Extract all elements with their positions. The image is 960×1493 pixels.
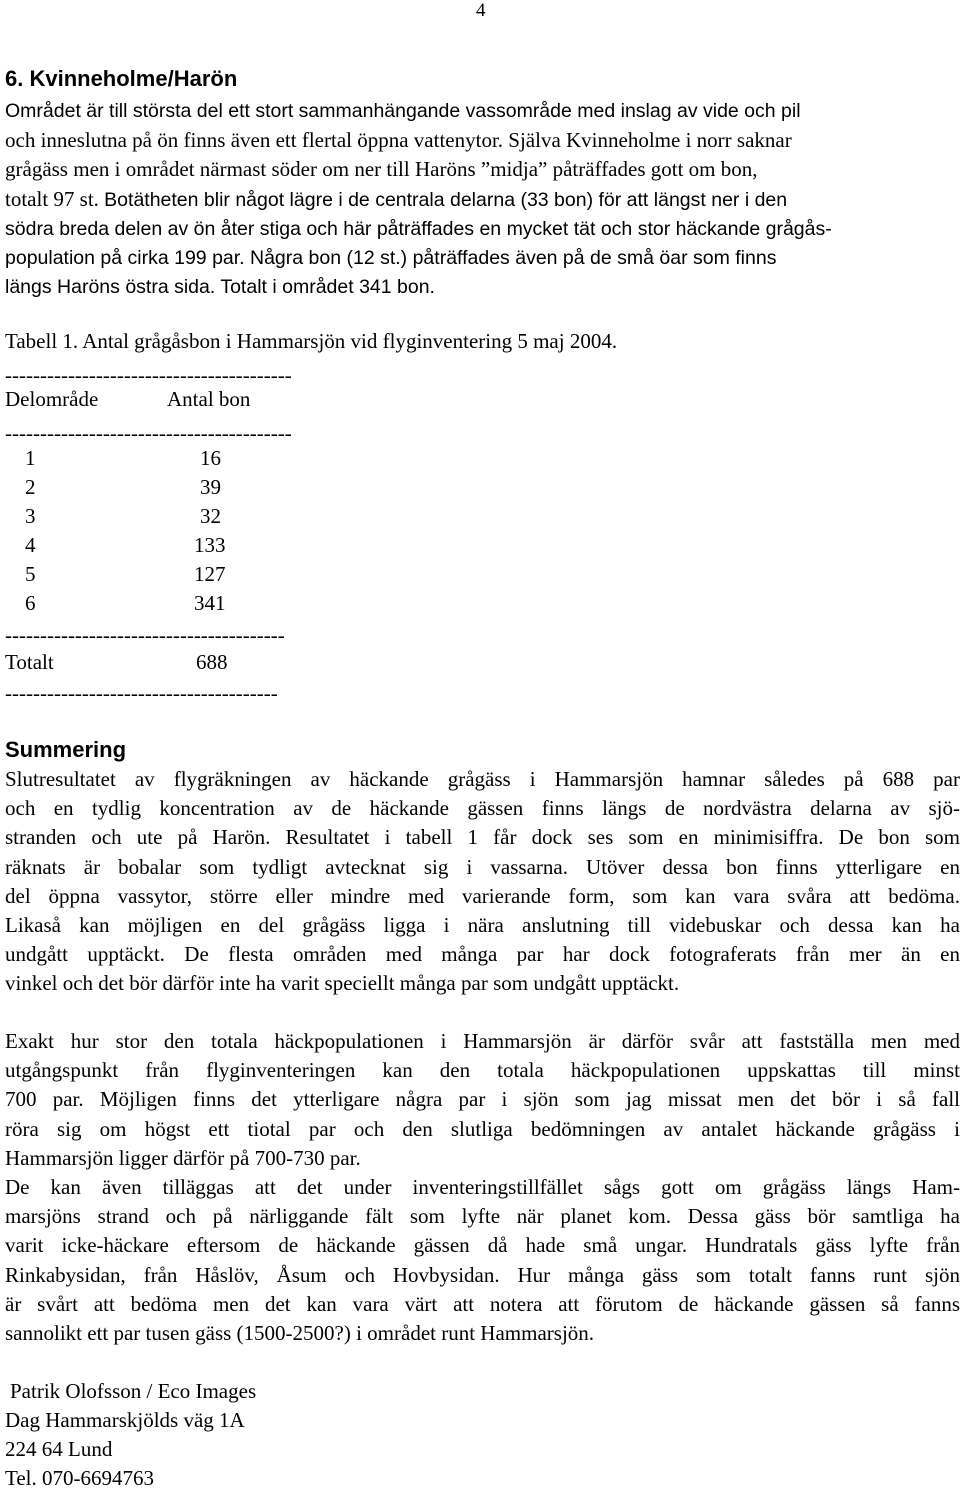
text-line: 700 par. Möjligen finns det ytterligare några par i sjön som jag missat men det bör i så fall [5, 1087, 960, 1112]
table-cell-area: 4 [25, 533, 36, 557]
text-line: population på cirka 199 par. Några bon (12 st.) påträffades även på de små öar som finns [5, 247, 777, 270]
text-line [5, 185, 960, 215]
text-line: räknats är bobalar som tydligt avtecknat sig i vassarna. Utöver dessa bon finns ytterligare en [5, 854, 960, 879]
text-line: sannolikt ett par tusen gäss (1500-2500?) i området runt Hammarsjön. [5, 1321, 595, 1346]
author-city: 224 64 Lund [5, 1437, 113, 1461]
quoted-word: ” [538, 157, 548, 182]
summary-paragraph-2 [5, 1027, 960, 1348]
author-phone: Tel. 070-6694763 [5, 1466, 155, 1490]
table-rule: ----------------------------------------- [5, 421, 292, 445]
text-line: Likaså kan möjligen en del grågäss ligga i nära anslutning till videbuskar och dessa kan ha [5, 913, 960, 938]
table-rule: --------------------------------------- [5, 681, 278, 705]
table-cell-count: 133 [194, 533, 226, 557]
table-cell-area: 5 [25, 562, 36, 586]
table-total-label: Totalt [5, 650, 54, 674]
page-number: 4 [476, 0, 486, 21]
table-cell-count: 32 [200, 504, 221, 528]
text-line: undgått upptäckt. De flesta områden med många par har dock fotograferats från mer än en [5, 942, 960, 967]
text-line: utgångspunkt från flyginventeringen kan den totala häckpopulationen uppskattas till minst [5, 1058, 960, 1083]
text-fragment: påträffades gott om bon, [547, 157, 758, 182]
summary-heading: Summering [5, 737, 127, 762]
text-line: varit icke-häckare eftersom de häckande gässen då hade små ungar. Hundratals gäss lyfte från [5, 1233, 960, 1258]
text-line: och inneslutna på ön finns även ett flertal öppna vattenytor. Själva Kvinneholme i norr saknar [5, 128, 792, 153]
table-cell-area: 3 [25, 504, 36, 528]
section6-paragraph [5, 97, 960, 302]
table-rule: ----------------------------------------- [5, 363, 292, 387]
text-line: södra breda delen av ön åter stiga och här påträffades en mycket tät och stor häckande grågås- [5, 217, 832, 240]
text-line: och en tydlig koncentration av de häckande gässen finns längs de nordvästra delarna av sjö- [5, 796, 960, 821]
author-street: Dag Hammarskjölds väg 1A [5, 1408, 245, 1432]
quoted-word: midja [490, 157, 539, 182]
text-line [5, 155, 960, 184]
text-line: Exakt hur stor den totala häckpopulationen i Hammarsjön är därför svår att fastställa men med [5, 1029, 960, 1053]
quoted-word: ” [480, 157, 491, 182]
text-line: är svårt att bedöma men det kan vara värt att notera att förutom de häckande gässen så fanns [5, 1291, 960, 1316]
table-total-value: 688 [196, 650, 228, 674]
text-fragment: Botätheten blir något lägre i de centrala delarna (33 bon) för att längst ner i den [104, 188, 788, 211]
table-cell-count: 127 [194, 562, 226, 586]
text-line: Slutresultatet av flygräkningen av häckande grågäss i Hammarsjön hamnar således på 688 par [5, 767, 960, 791]
table-cell-area: 1 [25, 446, 36, 470]
summary-paragraph-1 [5, 765, 960, 999]
section-heading-kvinneholme: 6. Kvinneholme/Harön [5, 66, 238, 91]
text-line: längs Haröns östra sida. Totalt i området 341 bon. [5, 276, 435, 299]
table-cell-count: 39 [200, 475, 221, 499]
table-cell-area: 6 [25, 591, 36, 615]
table-cell-count: 16 [200, 446, 221, 470]
table-caption: Tabell 1. Antal grågåsbon i Hammarsjön vid flyginventering 5 maj 2004. [5, 329, 618, 353]
text-line: Rinkabysidan, från Håslöv, Åsum och Hovbysidan. Hur många gäss som totalt fanns runt sjön [5, 1262, 960, 1287]
text-line: Området är till största del ett stort sammanhängande vassområde med inslag av vide och pil [5, 100, 801, 122]
author-name: Patrik Olofsson / Eco Images [10, 1379, 257, 1403]
table-rule: ---------------------------------------- [5, 623, 285, 647]
text-fragment: grågäss men i området närmast söder om ner till Haröns [5, 157, 481, 182]
text-line: marsjöns strand och på närliggande fält som lyfte när planet kom. Dessa gäss bör samtliga ha [5, 1204, 960, 1229]
text-line: Hammarsjön ligger därför på 700-730 par. [5, 1145, 361, 1170]
table-header-area: Delområde [5, 387, 99, 411]
table-cell-count: 341 [194, 591, 226, 615]
text-fragment: totalt 97 st. [5, 186, 105, 211]
table-cell-area: 2 [25, 475, 36, 499]
text-line: stranden och ute på Harön. Resultatet i tabell 1 får dock ses som en minimisiffra. De bon som [5, 825, 960, 850]
text-line: De kan även tilläggas att det under inventeringstillfället sågs gott om grågäss längs Ham- [5, 1175, 960, 1200]
table-header-count: Antal bon [167, 387, 251, 411]
text-line: del öppna vassytor, större eller mindre med varierande form, som kan vara svåra att bedöma. [5, 883, 960, 908]
text-line: röra sig om högst ett tiotal par och den slutliga bedömningen av antalet häckande grågäss i [5, 1116, 960, 1141]
text-line: vinkel och det bör därför inte ha varit speciellt många par som undgått upptäckt. [5, 971, 680, 996]
